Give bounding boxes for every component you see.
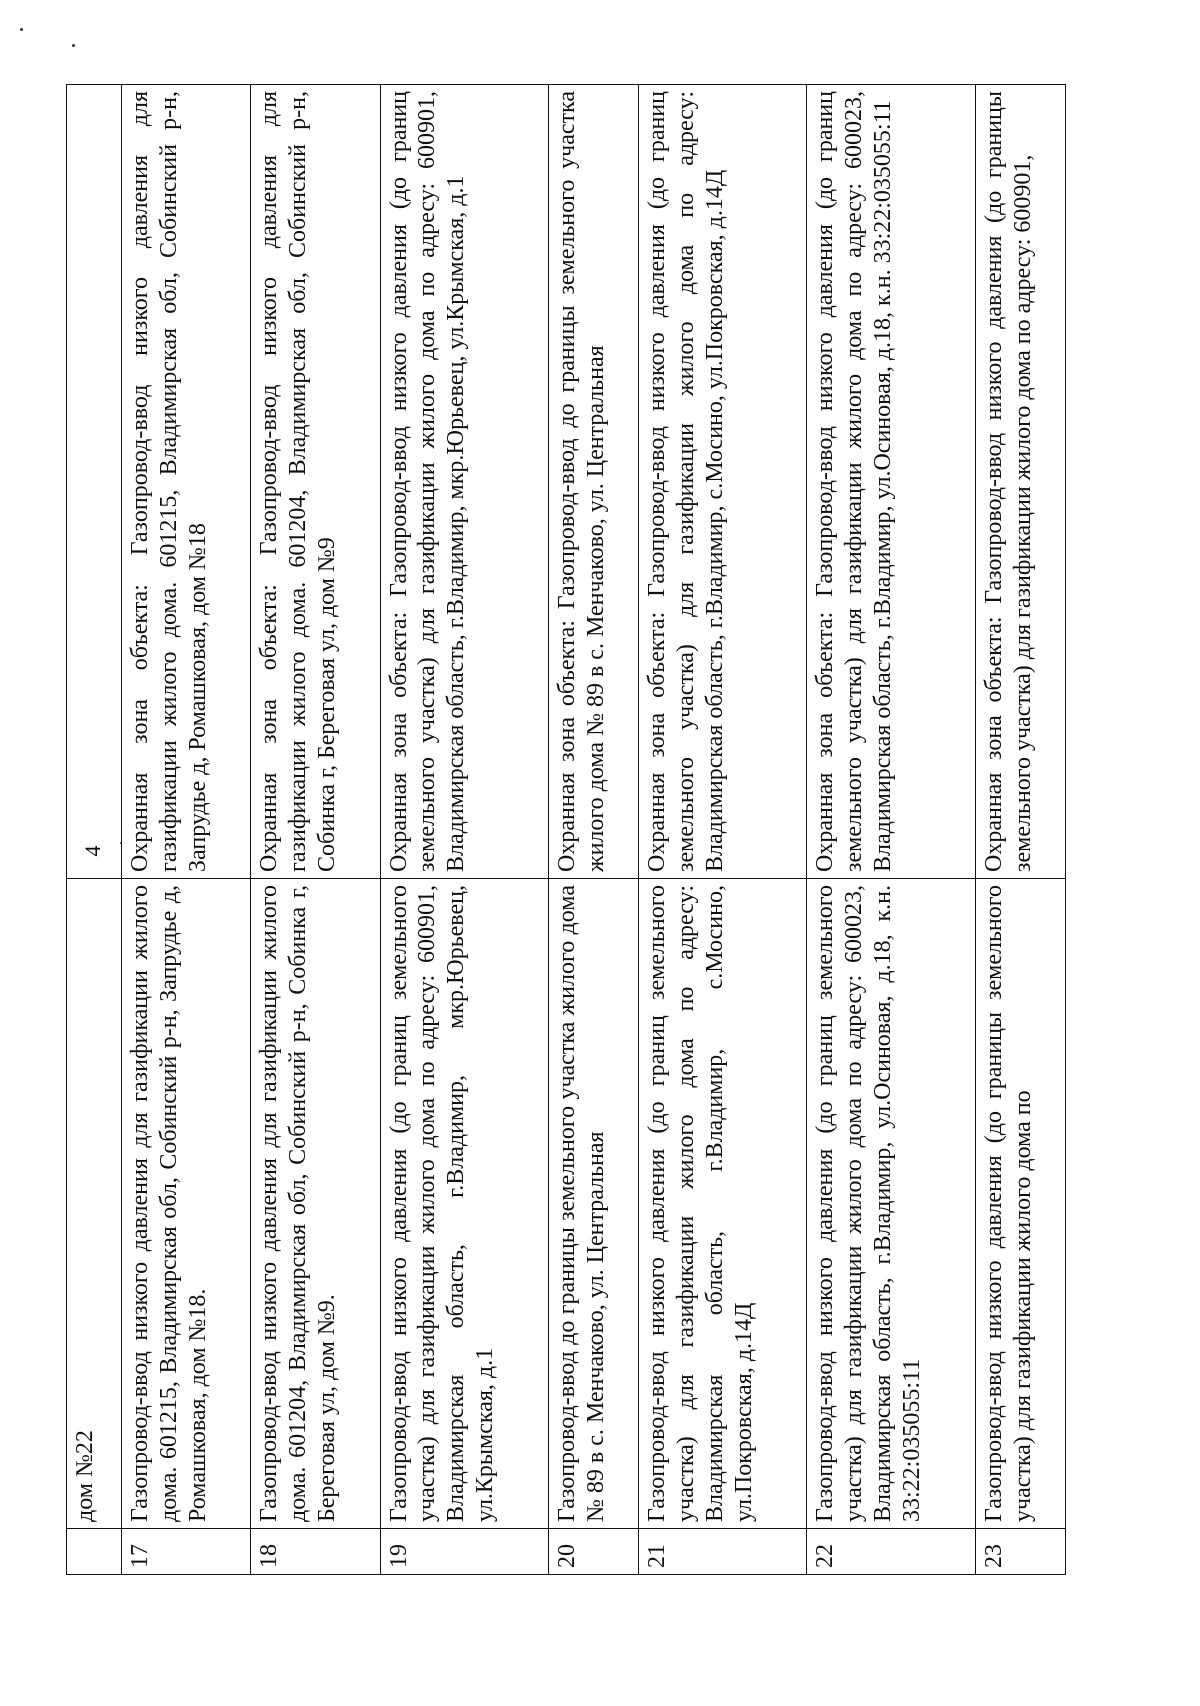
page-number: 4 xyxy=(80,845,105,857)
cell-protection-zone xyxy=(67,85,122,879)
cell-object-name: Газопровод-ввод низкого давления (до границ земельного участка) для газификации жилого дома по адресу: 600901, Владимирская область, г.Владимир, мкр.Юрьевец, ул.Крымская, д.1 xyxy=(380,879,548,1529)
cell-protection-zone: Охранная зона объекта: Газопровод-ввод низкого давления для газификации жилого дома. 601204, Владимирская обл, Собинский р-н, Собинка г, Береговая ул, дом №9 xyxy=(251,85,380,879)
cell-object-name: Газопровод-ввод низкого давления (до границ земельного участка) для газификации жилого дома по адресу: Владимирская область, г.Владимир, с.Мосино, ул.Покровская, д.14Д xyxy=(639,879,807,1529)
table-row xyxy=(380,85,548,1575)
cell-protection-zone: Охранная зона объекта: Газопровод-ввод до границы земельного участка жилого дома № 89 в с. Менчаково, ул. Центральная xyxy=(548,85,638,879)
cell-number: 17 xyxy=(122,1529,251,1575)
cell-protection-zone: Охранная зона объекта: Газопровод-ввод низкого давления (до границ земельного участка) для газификации жилого дома по адресу: Владимирская область, г.Владимир, с.Мосино, ул.Покровская, д.14Д xyxy=(639,85,807,879)
cell-object-name: дом №22 xyxy=(67,879,122,1529)
cell-number: 18 xyxy=(251,1529,380,1575)
cell-number: 21 xyxy=(639,1529,807,1575)
table-row xyxy=(251,85,380,1575)
register-table-rotated xyxy=(66,85,1066,1575)
cell-protection-zone: Охранная зона объекта: Газопровод-ввод низкого давления (до границы земельного участка) для газификации жилого дома по адресу: 600901, xyxy=(975,85,1065,879)
table-row xyxy=(122,85,251,1575)
cell-object-name: Газопровод-ввод низкого давления для газификации жилого дома. 601204, Владимирская обл, Собинский р-н, Собинка г, Береговая ул, дом №9. xyxy=(251,879,380,1529)
cell-protection-zone: Охранная зона объекта: Газопровод-ввод низкого давления (до границ земельного участка) для газификации жилого дома по адресу: 600023, Владимирская область, г.Владимир, ул.Осиновая, д.18, к.н. 33:22:035055:11 xyxy=(807,85,975,879)
scan-speck xyxy=(20,28,23,31)
cell-number xyxy=(67,1529,122,1575)
table-body xyxy=(67,85,1066,1575)
cell-object-name: Газопровод-ввод до границы земельного участка жилого дома № 89 в с. Менчаково, ул. Центральная xyxy=(548,879,638,1529)
cell-number: 23 xyxy=(975,1529,1065,1575)
cell-protection-zone: Охранная зона объекта: Газопровод-ввод низкого давления (до границ земельного участка) для газификации жилого дома по адресу: 600901, Владимирская область, г.Владимир, мкр.Юрьевец, ул.Крымская, д.1 xyxy=(380,85,548,879)
cell-protection-zone: Охранная зона объекта: Газопровод-ввод низкого давления для газификации жилого дома. 601215, Владимирская обл, Собинский р-н, Запрудье д, Ромашковая, дом №18 xyxy=(122,85,251,879)
gas-pipeline-register-table xyxy=(66,84,1066,1575)
table-row xyxy=(639,85,807,1575)
table-row xyxy=(807,85,975,1575)
cell-object-name: Газопровод-ввод низкого давления (до границы земельного участка) для газификации жилого дома по xyxy=(975,879,1065,1529)
cell-object-name: Газопровод-ввод низкого давления (до границ земельного участка) для газификации жилого дома по адресу: 600023, Владимирская область, г.Владимир, ул.Осиновая, д.18, к.н. 33:22:035055:11 xyxy=(807,879,975,1529)
cell-number: 19 xyxy=(380,1529,548,1575)
cell-number: 20 xyxy=(548,1529,638,1575)
table-row xyxy=(548,85,638,1575)
cell-object-name: Газопровод-ввод низкого давления для газификации жилого дома. 601215, Владимирская обл, Собинский р-н, Запрудье д, Ромашковая, дом №18. xyxy=(122,879,251,1529)
table-row xyxy=(975,85,1065,1575)
table-row-continuation xyxy=(67,85,122,1575)
cell-number: 22 xyxy=(807,1529,975,1575)
scan-speck xyxy=(72,44,75,47)
